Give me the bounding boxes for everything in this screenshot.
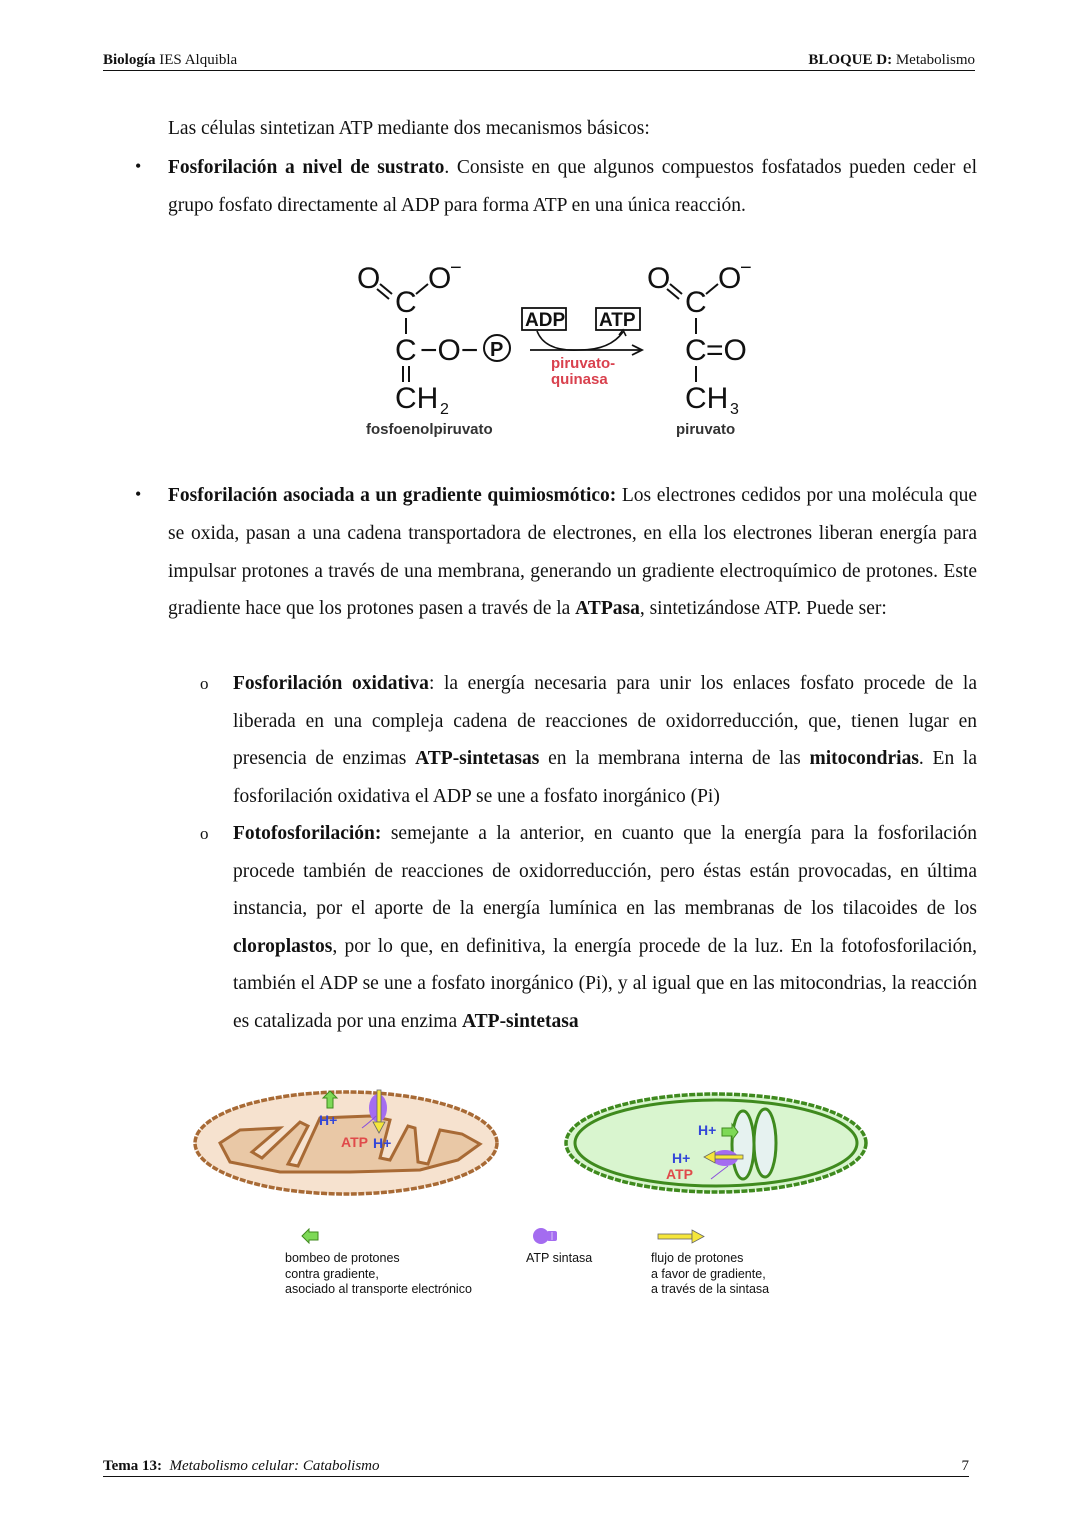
oxidative-title: Fosforilación oxidativa (233, 673, 429, 694)
legend-text: bombeo de protones (285, 1251, 400, 1265)
pyruvate-structure (647, 257, 752, 418)
atpasa-term: ATPasa (575, 598, 640, 620)
svg-text:O: O (718, 262, 742, 295)
sub-bullet-oxidative (233, 665, 977, 815)
legend (285, 1226, 805, 1306)
photophosphorylation-title: Fotofosforilación: (233, 823, 382, 844)
bullet-substrate (168, 149, 977, 225)
reaction-arrow (522, 308, 642, 388)
atp-label: ATP (599, 310, 636, 331)
svg-text:C: C (685, 334, 707, 367)
mito-h-flow-label: H+ (373, 1135, 392, 1151)
reactant-name: fosfoenolpiruvato (366, 421, 493, 438)
page-footer (103, 1458, 969, 1477)
footer-topic-number: Tema 13: (103, 1458, 163, 1474)
svg-text:=O: =O (706, 334, 747, 367)
atp-synthase-icon (532, 1226, 562, 1246)
bullet-icon: • (135, 156, 142, 176)
yellow-flow-arrow-icon (657, 1228, 707, 1244)
svg-text:−O−: −O− (420, 334, 479, 367)
header-block-title: Metabolismo (892, 52, 975, 68)
photophosphorylation-text: semejante a la anterior, en cuanto que la energía para la fosforilación procede también de reacciones de oxidorreducción, pero éstas están provocadas, en última instancia, por el aporte de la energía lumínica en las membranas de los tilacoides de los (233, 823, 977, 920)
legend-text: a través de la sintasa (651, 1282, 770, 1296)
legend-text: a favor de gradiente, (651, 1266, 766, 1281)
header-block: BLOQUE D: (808, 52, 893, 68)
mito-h-pump-label: H+ (319, 1112, 338, 1128)
chloro-atp-label: ATP (666, 1166, 693, 1182)
svg-text:O: O (428, 262, 452, 295)
bullet-substrate-title: Fosforilación a nivel de sustrato (168, 157, 445, 178)
header-left (103, 51, 237, 69)
header-subject: Biología (103, 52, 156, 68)
bullet-chemiosmotic-text-end: , sintetizándose ATP. Puede ser: (639, 598, 887, 620)
enzyme-name-line2: quinasa (551, 371, 608, 388)
legend-text: asociado al transporte electrónico (285, 1282, 472, 1296)
bullet-icon: • (135, 484, 142, 504)
svg-text:CH: CH (395, 382, 439, 415)
svg-text:C: C (395, 334, 417, 367)
mito-atp-label: ATP (341, 1134, 368, 1150)
bullet-chemiosmotic-title: Fosforilación asociada a un gradiente quimiosmótico: (168, 485, 617, 506)
page-header (103, 52, 975, 71)
sub-bullet-photophosphorylation (233, 815, 977, 1041)
oxidative-text-3: . En la fosforilación oxidativa el ADP se une a fosfato inorgánico (Pi) (233, 748, 978, 807)
product-name: piruvato (676, 421, 736, 438)
svg-text:3: 3 (730, 401, 739, 418)
chloro-h-flow-label: H+ (672, 1150, 691, 1166)
reaction-diagram (340, 250, 760, 450)
svg-text:−: − (740, 257, 752, 279)
atp-sintetasa-term: ATP-sintetasa (462, 1010, 579, 1032)
chloroplast-diagram (560, 1088, 872, 1198)
chloro-h-pump-label: H+ (698, 1122, 717, 1138)
mitochondrion-diagram (190, 1088, 502, 1198)
bullet-chemiosmotic-text: Los electrones cedidos por una molécula que se oxida, pasan a una cadena transportadora de electrones, en ella los electrones liberan energía para impulsar protones a través de una membrana, generando un gradiente electroquímico de protones. Este gradiente hace que los protones pasen a través de la (168, 485, 977, 620)
cloroplastos-term: cloroplastos (233, 935, 333, 957)
phosphoenolpyruvate-structure (357, 257, 510, 418)
intro-text: Las células sintetizan ATP mediante dos mecanismos básicos: (168, 118, 650, 139)
footer-topic-title: Metabolismo celular: Catabolismo (162, 1458, 380, 1474)
svg-text:P: P (490, 339, 504, 361)
svg-text:2: 2 (440, 401, 449, 418)
sub-bullet-icon: o (200, 824, 209, 843)
green-pump-arrow-icon (301, 1228, 321, 1244)
photophosphorylation-text-2: , por lo que, en definitiva, la energía procede de la luz. En la fotofosforilación, también el ADP se une a fosfato inorgánico (Pi), y al igual que en las mitocondrias, la reacción es catalizada por una enzima (233, 935, 977, 1032)
bullet-substrate-text: . Consiste en que algunos compuestos fosfatados pueden ceder el grupo fosfato directamente al ADP para forma ATP en una única reacción. (168, 157, 978, 216)
oxidative-text-2: en la membrana interna de las (539, 748, 810, 770)
svg-text:O: O (357, 262, 381, 295)
enzyme-name-line1: piruvato- (551, 355, 616, 372)
adp-label: ADP (525, 310, 566, 331)
svg-text:−: − (450, 257, 462, 279)
legend-text: ATP sintasa (526, 1251, 593, 1265)
svg-text:C: C (685, 286, 707, 319)
header-right (808, 51, 975, 69)
sub-bullet-icon: o (200, 674, 209, 693)
svg-text:CH: CH (685, 382, 729, 415)
mitocondrias-term: mitocondrias (809, 748, 919, 770)
header-school: IES Alquibla (155, 52, 238, 68)
legend-text: contra gradiente, (285, 1266, 379, 1281)
bullet-chemiosmotic (168, 477, 977, 628)
page-number: 7 (961, 1458, 969, 1474)
footer-topic (103, 1457, 380, 1475)
svg-text:O: O (647, 262, 671, 295)
oxidative-text: : la energía necesaria para unir los enlaces fosfato procede de la liberada en una compleja cadena de reacciones de oxidorreducción, que, tienen lugar en presencia de enzimas (233, 673, 977, 770)
legend-text: flujo de protones (651, 1251, 744, 1265)
atp-sintetasas-term: ATP-sintetasas (415, 748, 540, 770)
svg-text:C: C (395, 286, 417, 319)
